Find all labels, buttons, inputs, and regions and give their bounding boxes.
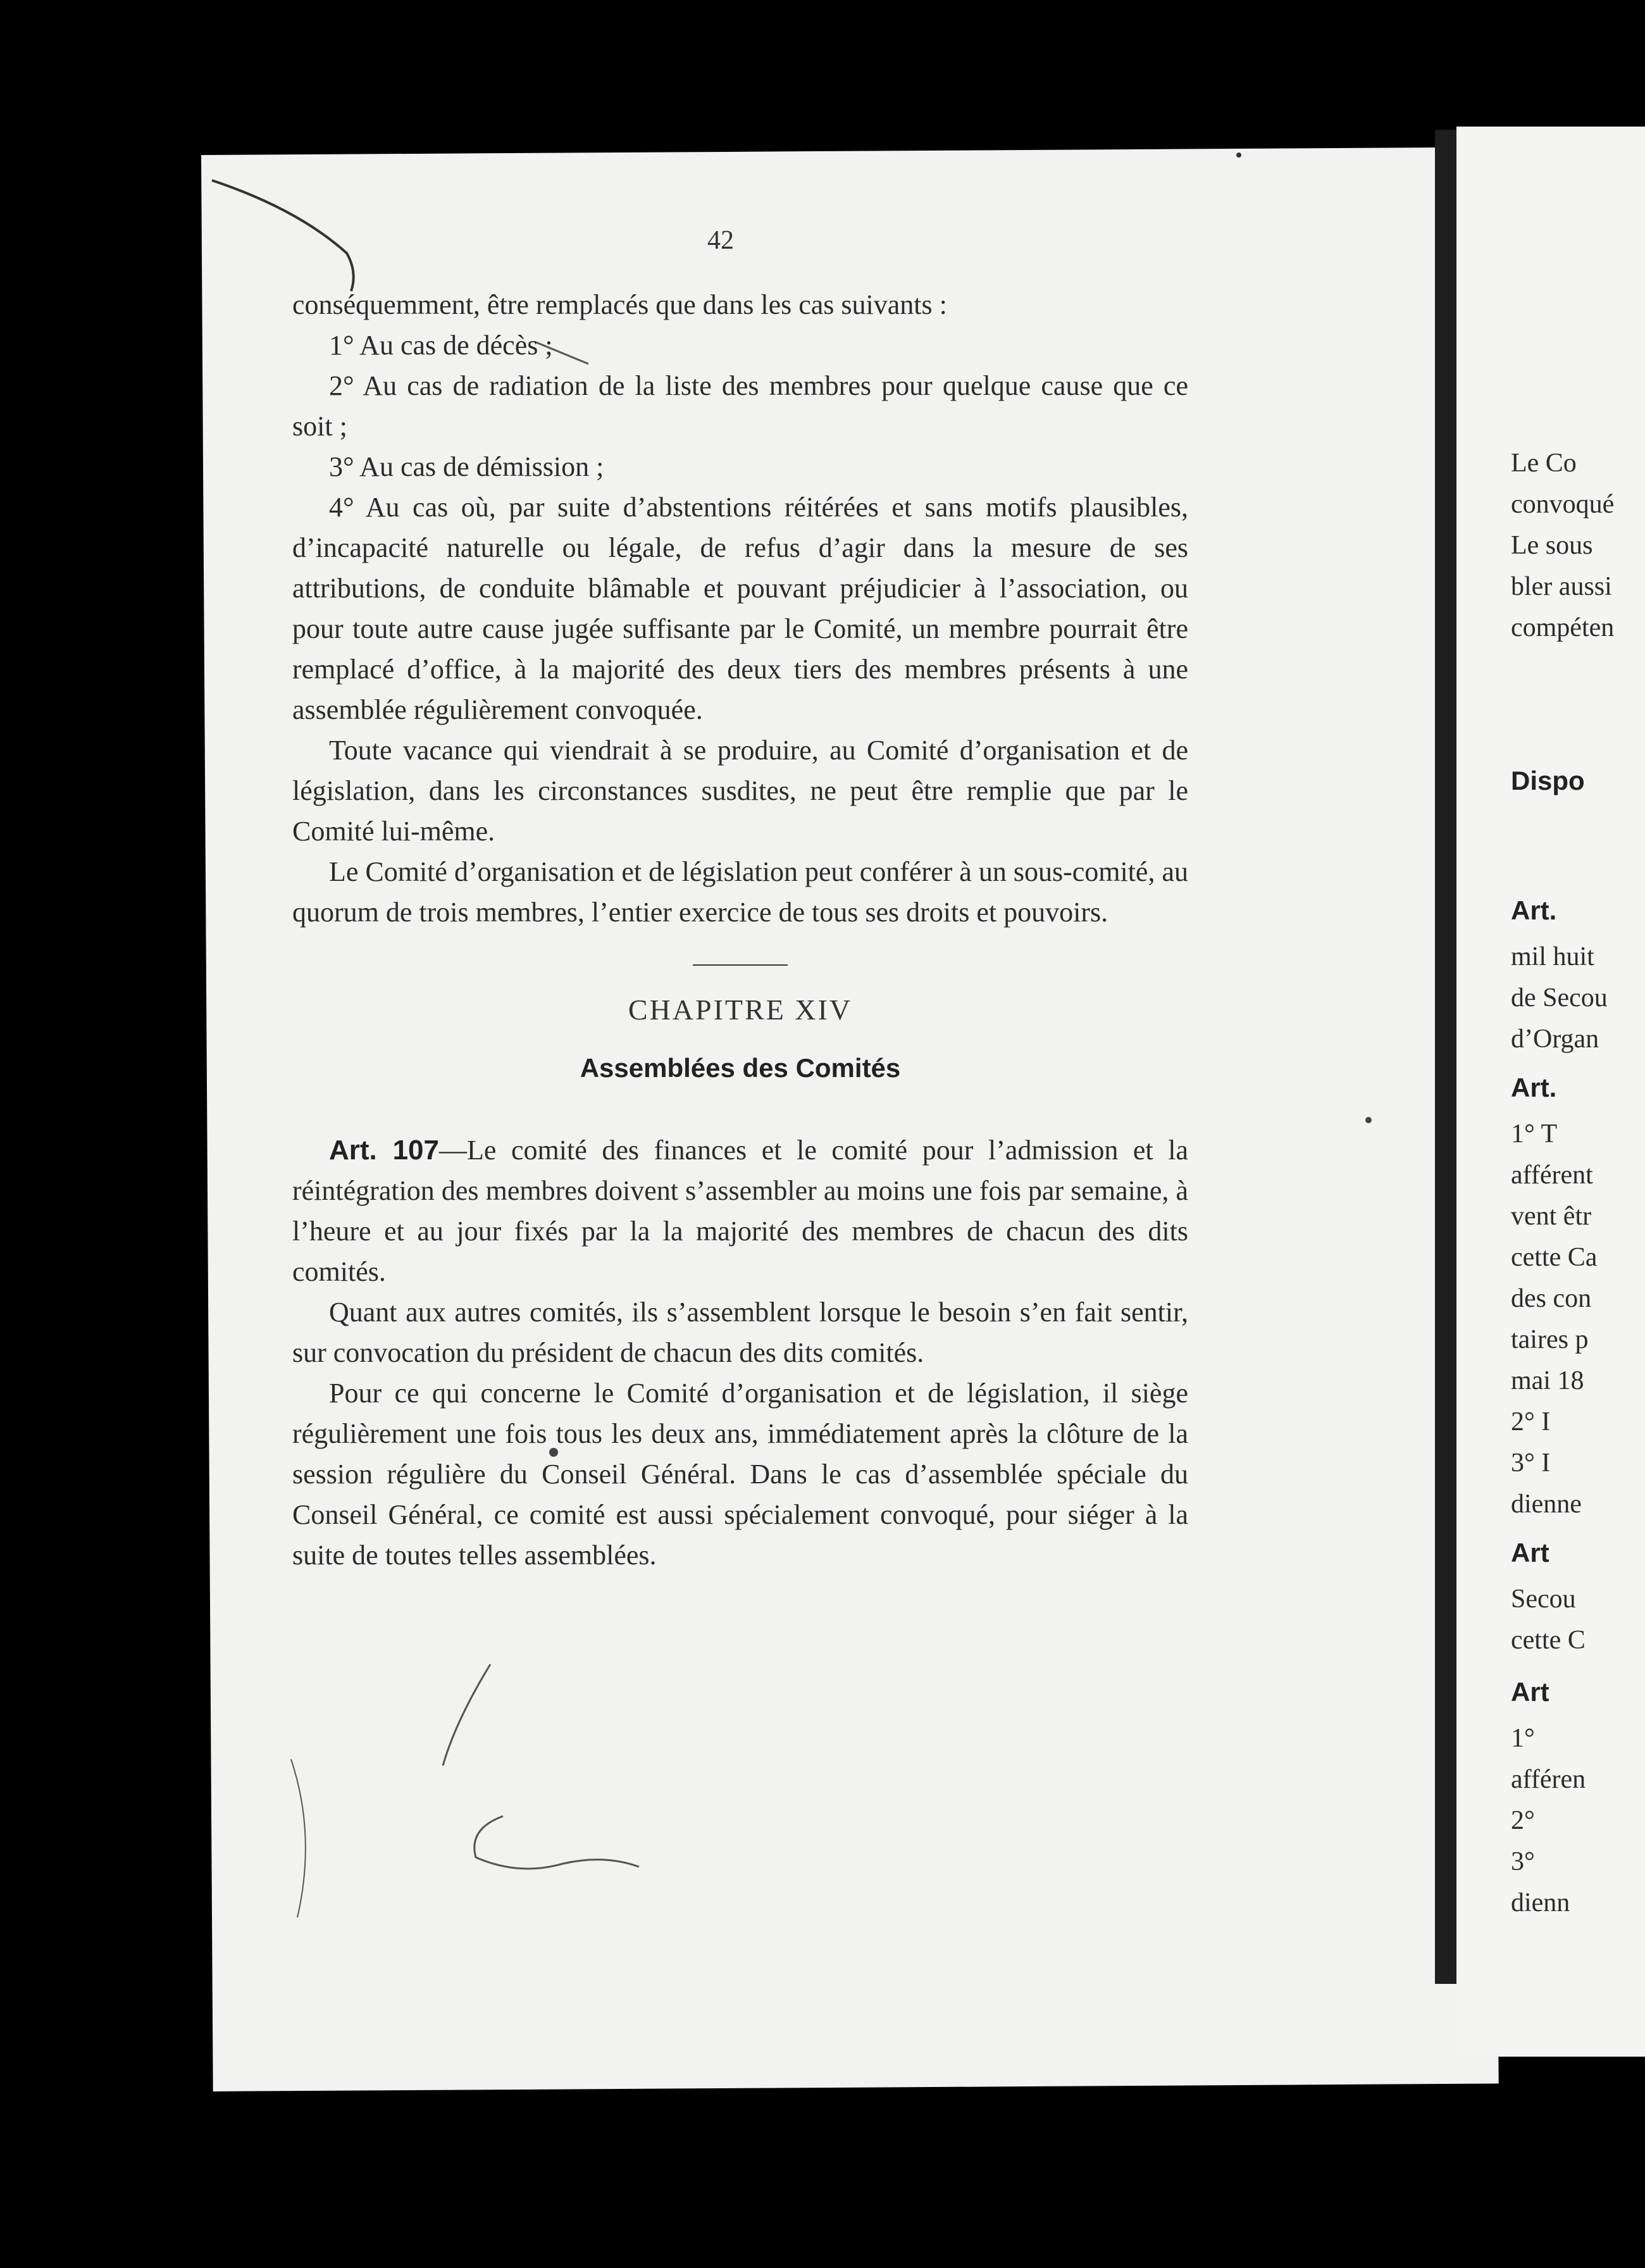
list-item: 2° Au cas de radiation de la liste des membres pour quelque cause que ce soit ;	[292, 370, 1188, 442]
article-text: —Le comité des finances et le comité pour l’admission et la réintégration des membres doivent s’assembler au moins une fois par semaine, à l’heure et au jour fixés par la la majorité des membres de chacun des dits comités.	[292, 1135, 1189, 1287]
right-line: mai 18	[1511, 1366, 1584, 1395]
right-line: d’Organ	[1511, 1025, 1599, 1054]
list-item: 4° Au cas où, par suite d’abstentions réitérées et sans motifs plausibles, d’incapacité naturelle ou légale, de refus d’agir dans la mesure de ses attributions, de conduite blâmable et pouvant préjudicier à l’association, ou pour toute autre cause jugée suffisante par le Comité, un membre pourrait être remplacé d’office, à la majorité des deux tiers des membres présents à une assemblée régulièrement convoquée.	[292, 492, 1188, 725]
right-article: Art	[1511, 1677, 1549, 1707]
right-line: de Secou	[1511, 983, 1608, 1012]
right-line: dienn	[1511, 1888, 1570, 1917]
right-line: taires p	[1511, 1325, 1589, 1354]
list-item: 3° Au cas de démission ;	[329, 451, 604, 482]
right-line: compéten	[1511, 613, 1615, 642]
right-line: cette C	[1511, 1626, 1586, 1655]
right-line: vent êtr	[1511, 1202, 1592, 1231]
right-line: cette Ca	[1511, 1243, 1598, 1272]
right-line: 3°	[1511, 1847, 1535, 1876]
paragraph: conséquemment, être remplacés que dans les cas suivants :	[292, 289, 947, 320]
right-line: Secou	[1511, 1585, 1576, 1614]
page-body	[292, 285, 1188, 1576]
right-article: Art	[1511, 1538, 1549, 1567]
right-line: 2° I	[1511, 1407, 1551, 1436]
article-paragraph	[292, 1130, 1188, 1292]
article-label: Art. 107	[329, 1135, 440, 1166]
right-line: 2°	[1511, 1806, 1535, 1835]
right-line: dienne	[1511, 1490, 1582, 1519]
section-divider	[693, 964, 788, 966]
page-number: 42	[707, 226, 734, 255]
right-line: des con	[1511, 1284, 1592, 1313]
right-article: Art.	[1511, 1073, 1557, 1102]
list-item: 1° Au cas de décès ;	[329, 330, 553, 361]
right-line: afféren	[1511, 1765, 1586, 1794]
right-line: 1° T	[1511, 1119, 1558, 1149]
paragraph: Toute vacance qui viendrait à se produire, au Comité d’organisation et de législation, dans les circonstances susdites, ne peut être remplie que par le Comité lui-même.	[292, 735, 1188, 847]
paragraph: Quant aux autres comités, ils s’assemblent lorsque le besoin s’en fait sentir, sur convocation du président de chacun des dits comités.	[292, 1297, 1188, 1368]
right-heading: Dispo	[1511, 766, 1585, 795]
right-line: mil huit	[1511, 942, 1594, 971]
paragraph: Le Comité d’organisation et de législation peut conférer à un sous-comité, au quorum de trois membres, l’entier exercice de tous ses droits et pouvoirs.	[292, 856, 1188, 928]
right-line: 3° I	[1511, 1449, 1551, 1478]
chapter-subtitle: Assemblées des Comités	[580, 1053, 901, 1083]
chapter-title: CHAPITRE XIV	[628, 994, 853, 1026]
right-line: afférent	[1511, 1161, 1593, 1190]
right-line: bler aussi	[1511, 572, 1612, 601]
paragraph: Pour ce qui concerne le Comité d’organisation et de législation, il siège régulièrement une fois tous les deux ans, immédiatement après la clôture de la session régulière du Conseil Général. Dans le cas d’assemblée spéciale du Conseil Général, ce comité est aussi spécialement convoqué, pour siéger à la suite de toutes telles assemblées.	[292, 1378, 1188, 1571]
right-line: convoqué	[1511, 490, 1615, 519]
right-line: Le sous	[1511, 531, 1593, 560]
right-line: Le Co	[1511, 449, 1577, 478]
right-line: 1°	[1511, 1724, 1535, 1753]
right-article: Art.	[1511, 895, 1557, 925]
